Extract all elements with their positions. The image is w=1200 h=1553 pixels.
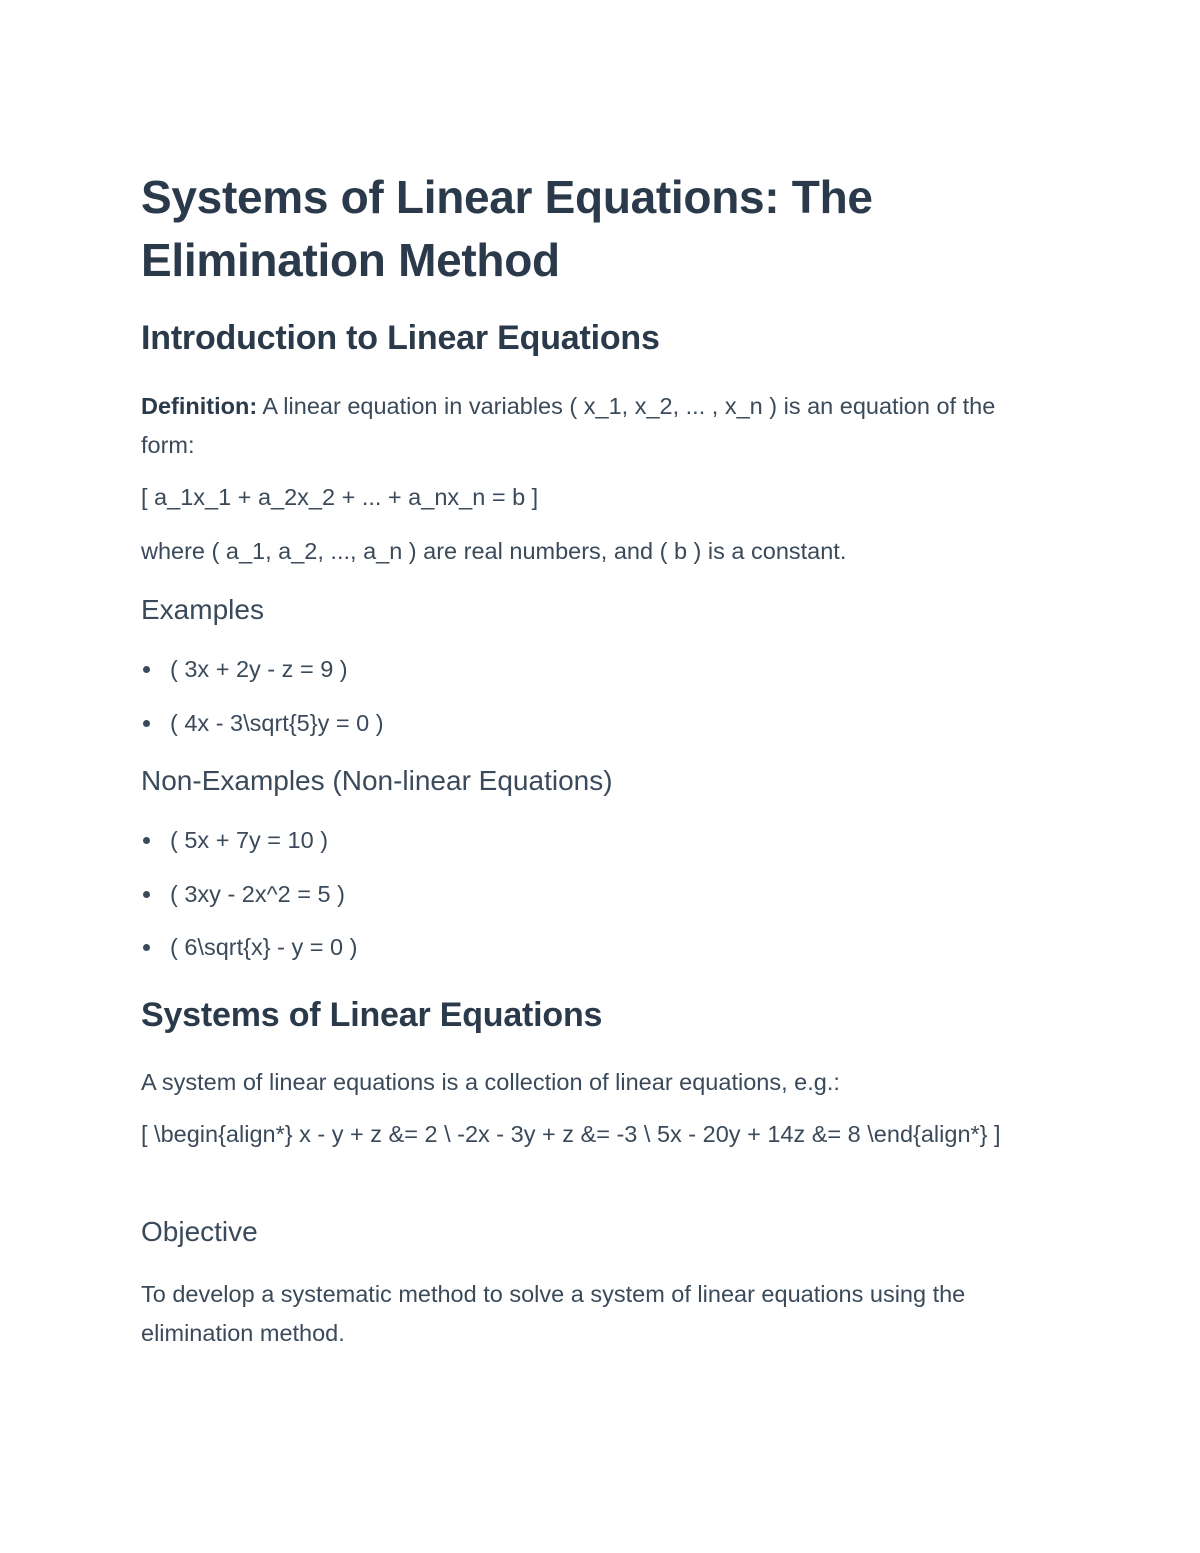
list-item [141, 875, 345, 914]
subheading-examples: Examples [141, 594, 264, 625]
list-item [141, 928, 357, 967]
where-paragraph: where ( a_1, a_2, ..., a_n ) are real numbers, and ( b ) is a constant. [141, 538, 847, 564]
objective-paragraph: To develop a systematic method to solve a system of linear equations using the elimination method. [141, 1281, 966, 1346]
bullet-icon [143, 720, 150, 727]
section-heading-intro: Introduction to Linear Equations [141, 319, 660, 357]
non-example-item-1: ( 5x + 7y = 10 ) [170, 827, 329, 853]
example-item-1: ( 3x + 2y - z = 9 ) [170, 656, 348, 682]
example-item-2: ( 4x - 3\sqrt{5}y = 0 ) [170, 710, 384, 736]
non-example-item-2: ( 3xy - 2x^2 = 5 ) [170, 881, 345, 907]
list-item [141, 821, 328, 860]
page-title: Systems of Linear Equations: The Elimination Method [141, 171, 873, 286]
subheading-non-examples: Non-Examples (Non-linear Equations) [141, 765, 613, 796]
definition-paragraph [141, 387, 1051, 465]
definition-label: Definition: [141, 393, 258, 419]
bullet-icon [143, 666, 150, 673]
bullet-icon [143, 891, 150, 898]
bullet-icon [143, 944, 150, 951]
definition-text: A linear equation in variables ( x_1, x_2, ... , x_n ) is an equation of the form: [141, 393, 996, 458]
non-example-item-3: ( 6\sqrt{x} - y = 0 ) [170, 934, 358, 960]
section-heading-systems: Systems of Linear Equations [141, 996, 603, 1034]
systems-intro-paragraph: A system of linear equations is a collection of linear equations, e.g.: [141, 1069, 840, 1095]
list-item [141, 650, 348, 689]
system-of-equations: [ \begin{align*} x - y + z &= 2 \ -2x - 3y + z &= -3 \ 5x - 20y + 14z &= 8 \end{align*} ] [141, 1121, 1001, 1147]
subheading-objective: Objective [141, 1216, 258, 1247]
linear-equation-form: [ a_1x_1 + a_2x_2 + ... + a_nx_n = b ] [141, 484, 539, 510]
list-item [141, 704, 384, 743]
bullet-icon [143, 837, 150, 844]
